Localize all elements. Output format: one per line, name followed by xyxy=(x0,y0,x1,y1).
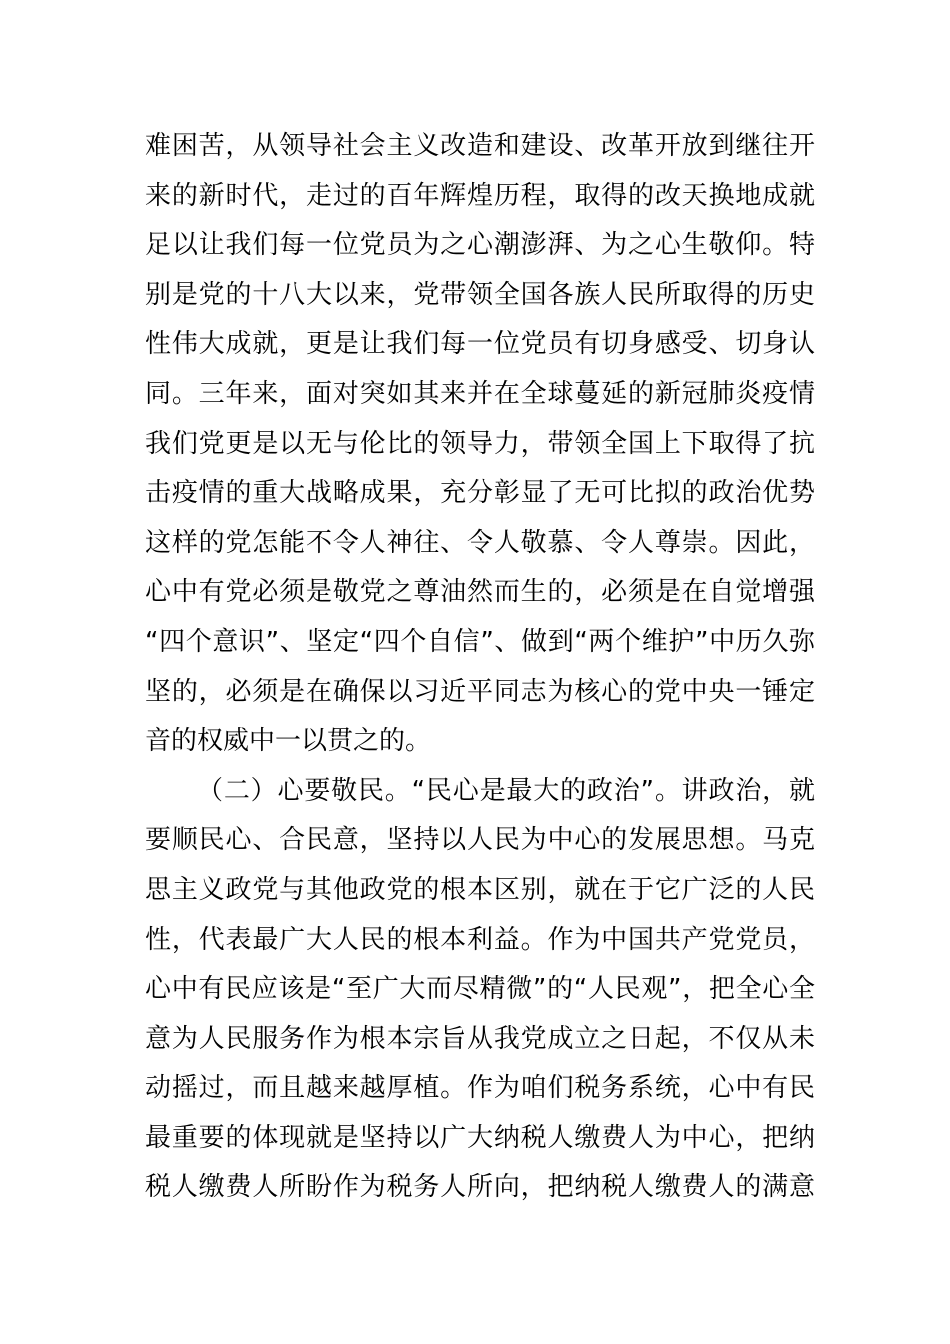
text-line: 要顺民心、合民意，坚持以人民为中心的发展思想。马克 xyxy=(145,825,815,856)
text-line: 最重要的体现就是坚持以广大纳税人缴费人为中心，把纳 xyxy=(145,1122,815,1153)
text-line: 别是党的十八大以来，党带领全国各族人民所取得的历史 xyxy=(145,279,815,310)
text-line: 足以让我们每一位党员为之心潮澎湃、为之心生敬仰。特 xyxy=(145,230,815,261)
text-line: 性伟大成就，更是让我们每一位党员有切身感受、切身认 xyxy=(145,329,815,360)
text-line: “四个意识”、坚定“四个自信”、做到“两个维护”中历久弥 xyxy=(145,626,815,657)
text-line: 难困苦，从领导社会主义改造和建设、改革开放到继往开 xyxy=(145,131,815,161)
text-line: 同。三年来，面对突如其来并在全球蔓延的新冠肺炎疫情 xyxy=(145,378,815,409)
section-heading-line: （二）心要敬民。“民心是最大的政治”。讲政治，就 xyxy=(197,775,815,806)
text-line: 思主义政党与其他政党的根本区别，就在于它广泛的人民 xyxy=(145,874,815,905)
text-line: 心中有民应该是“至广大而尽精微”的“人民观”，把全心全 xyxy=(145,974,815,1005)
text-line: 意为人民服务作为根本宗旨从我党成立之日起，不仅从未 xyxy=(145,1023,815,1054)
text-line: 这样的党怎能不令人神往、令人敬慕、令人尊崇。因此， xyxy=(145,527,815,558)
body-text xyxy=(145,122,815,1213)
text-line: 心中有党必须是敬党之尊油然而生的，必须是在自觉增强 xyxy=(145,577,815,608)
text-line: 动摇过，而且越来越厚植。作为咱们税务系统，心中有民 xyxy=(145,1073,815,1104)
text-line: 来的新时代，走过的百年辉煌历程，取得的改天换地成就 xyxy=(145,180,815,211)
paragraph-end-line: 音的权威中一以贯之的。 xyxy=(145,726,432,757)
text-line: 税人缴费人所盼作为税务人所向，把纳税人缴费人的满意 xyxy=(145,1172,815,1203)
text-line: 击疫情的重大战略成果，充分彰显了无可比拟的政治优势 xyxy=(145,478,815,509)
text-line: 坚的，必须是在确保以习近平同志为核心的党中央一锤定 xyxy=(145,676,815,707)
text-line: 性，代表最广大人民的根本利益。作为中国共产党党员， xyxy=(145,924,815,955)
text-line: 我们党更是以无与伦比的领导力，带领全国上下取得了抗 xyxy=(145,428,815,459)
